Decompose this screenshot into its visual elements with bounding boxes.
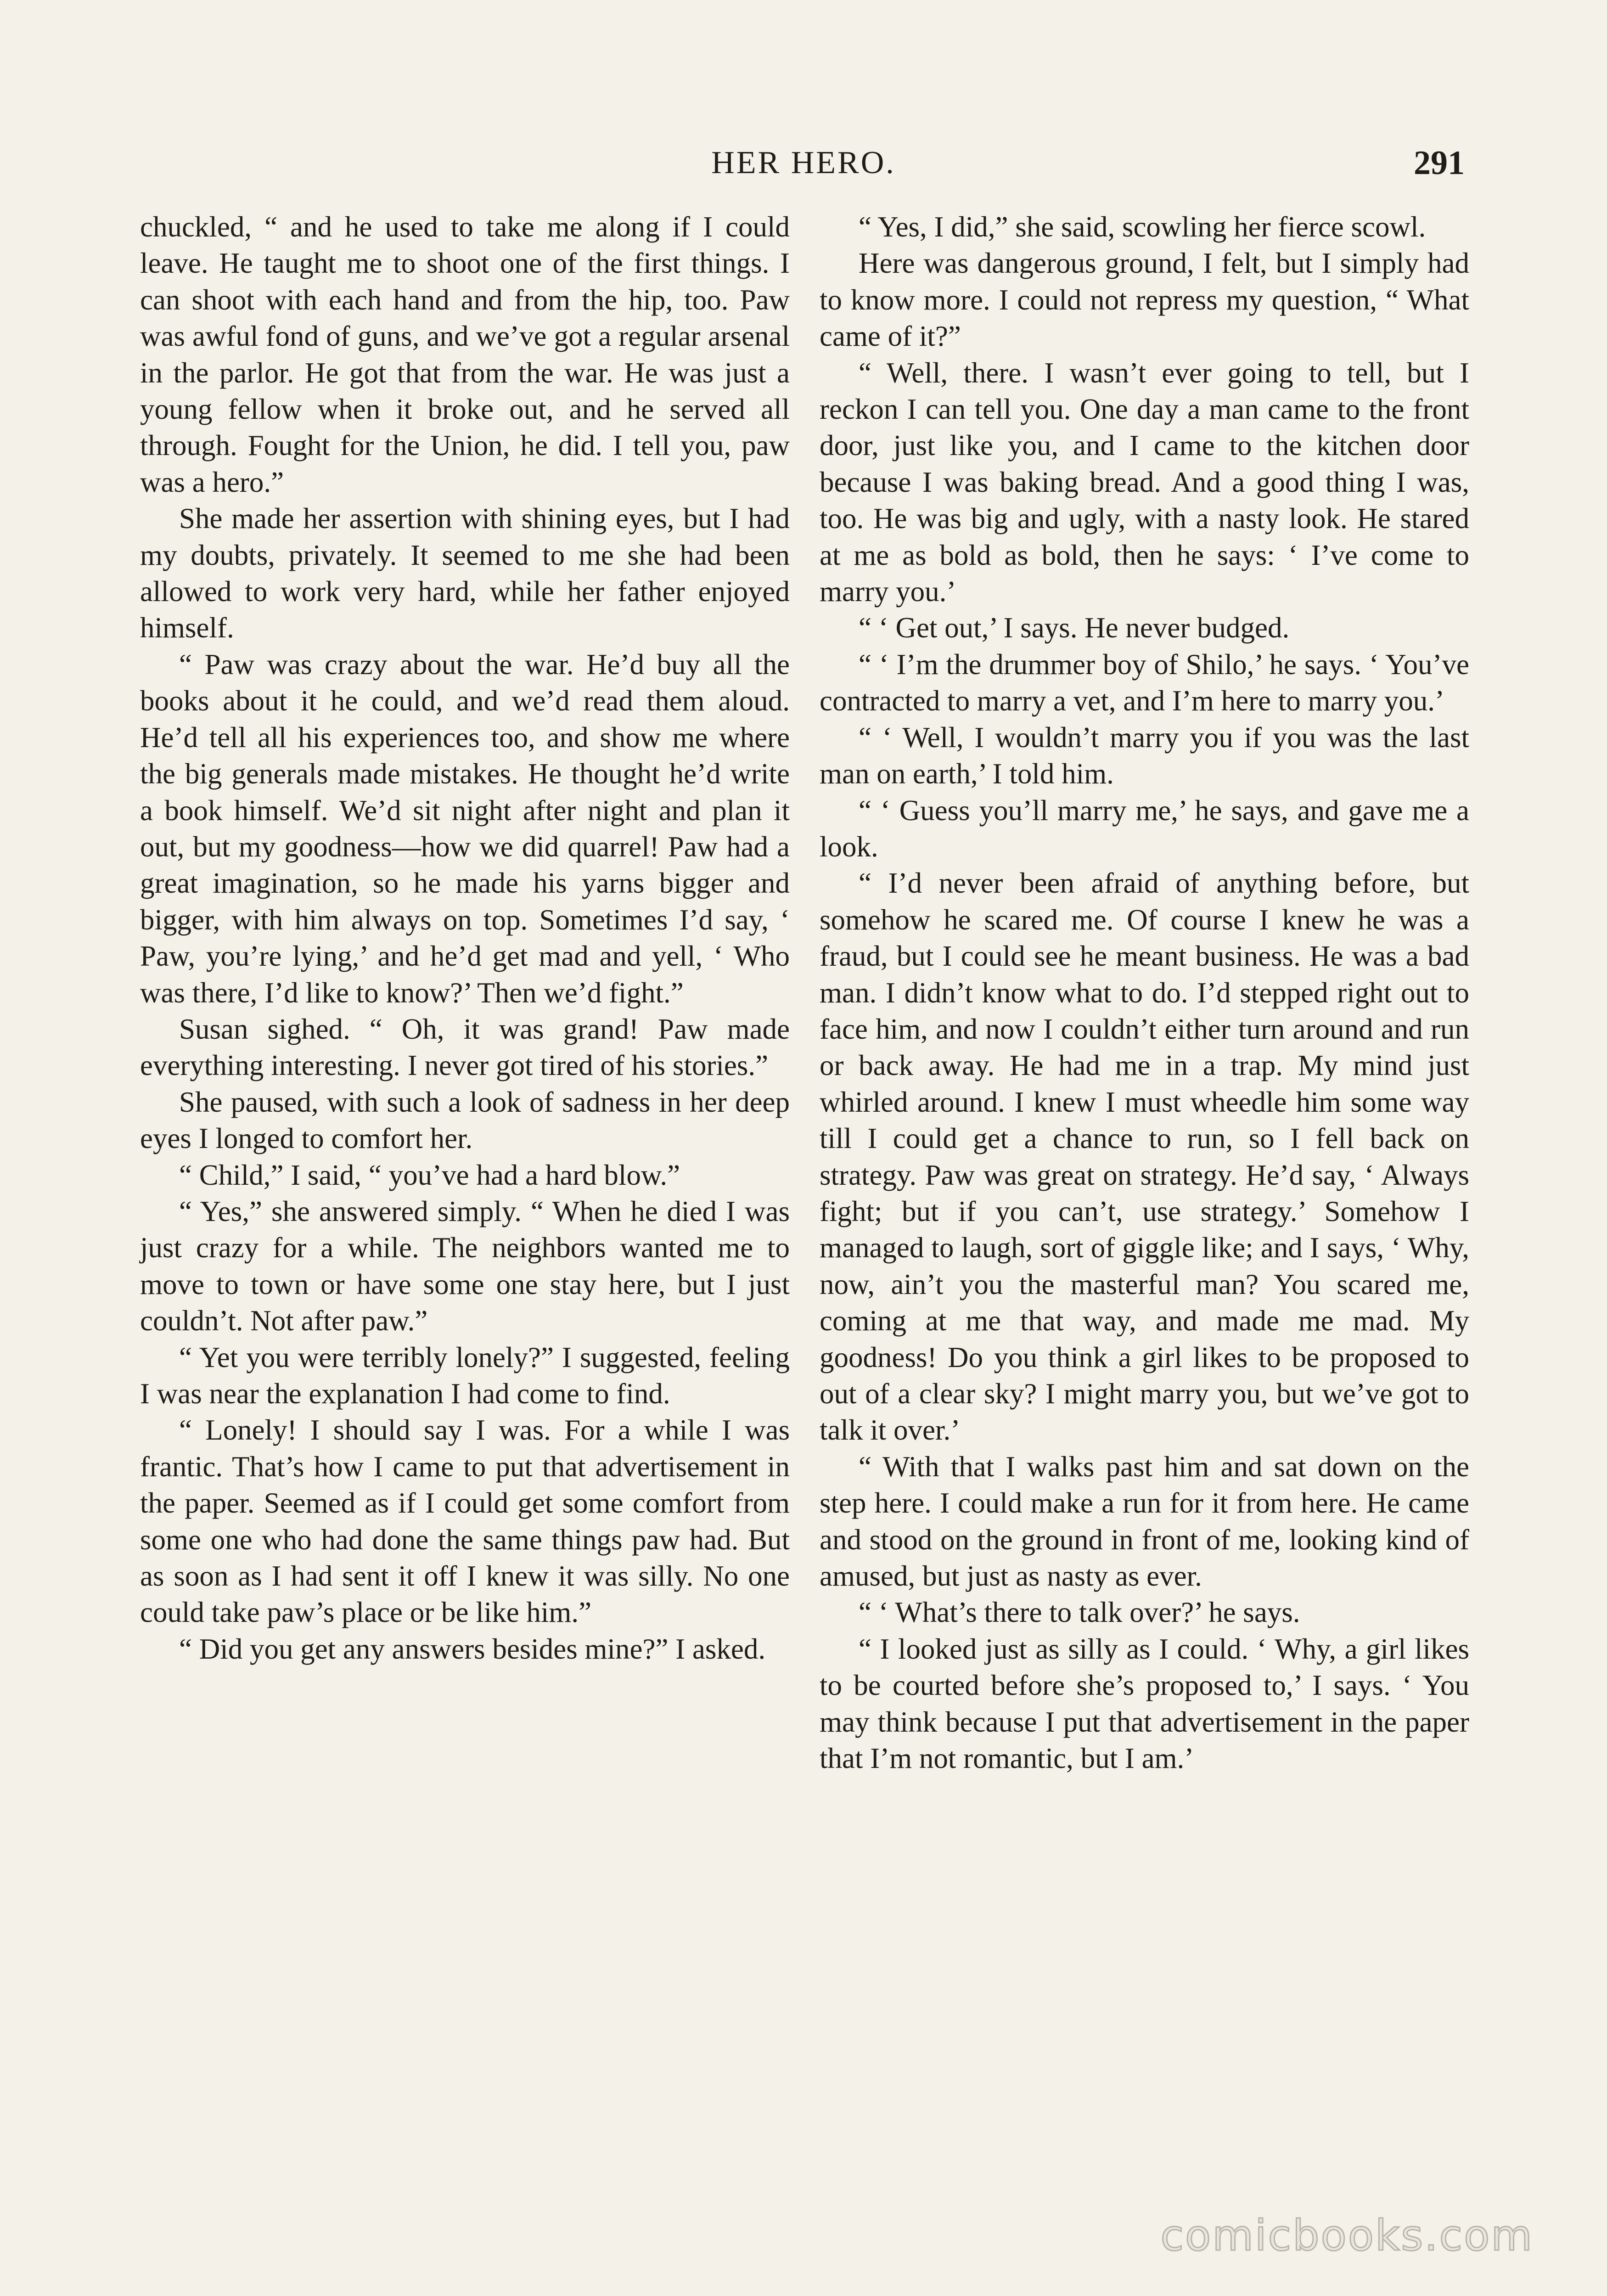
- right-column: [820, 209, 1469, 1777]
- left-column: [140, 209, 790, 1667]
- paragraph: “ ‘ Well, I wouldn’t marry you if you was the last man on earth,’ I told him.: [820, 721, 1469, 790]
- paragraph: chuckled, “ and he used to take me along if I could leave. He taught me to shoot one of the first things. I can shoot with each hand and from the hip, too. Paw was awful fond of guns, and we’ve got a regular arsenal in the parlor. He got that from the war. He was just a young fellow when it broke out, and he served all through. Fought for the Union, he did. I tell you, paw was a hero.”: [140, 211, 790, 498]
- paragraph: She made her assertion with shining eyes, but I had my doubts, privately. It seemed to me she had been allowed to work very hard, while her father enjoyed himself.: [140, 502, 790, 644]
- paragraph: “ Paw was crazy about the war. He’d buy all the books about it he could, and we’d read them aloud. He’d tell all his experiences too, and show me where the big generals made mistakes. He thought he’d write a book himself. We’d sit night after night and plan it out, but my goodness—how we did quarrel! Paw had a great imagination, so he made his yarns bigger and bigger, with him always on top. Sometimes I’d say, ‘ Paw, you’re lying,’ and he’d get mad and yell, ‘ Who was there, I’d like to know?’ Then we’d fight.”: [140, 648, 790, 1009]
- paragraph: “ Did you get any answers besides mine?” I asked.: [179, 1632, 766, 1665]
- paragraph: Susan sighed. “ Oh, it was grand! Paw made everything interesting. I never got tired of his stories.”: [140, 1013, 790, 1082]
- paragraph: “ ‘ Get out,’ I says. He never budged.: [859, 612, 1290, 644]
- paragraph: “ Yes, I did,” she said, scowling her fierce scowl.: [859, 211, 1426, 243]
- paragraph: “ Well, there. I wasn’t ever going to tell, but I reckon I can tell you. One day a man came to the front door, just like you, and I came to the kitchen door because I was baking bread. And a good thing I was, too. He was big and ugly, with a nasty look. He stared at me as bold as bold, then he says: ‘ I’ve come to marry you.’: [820, 356, 1469, 608]
- paragraph: “ Child,” I said, “ you’ve had a hard blow.”: [179, 1159, 680, 1191]
- paragraph: “ I’d never been afraid of anything before, but somehow he scared me. Of course I knew he was a fraud, but I could see he meant business. He was a bad man. I didn’t know what to do. I’d stepped right out to face him, and now I couldn’t either turn around and run or back away. He had me in a trap. My mind just whirled around. I knew I must wheedle him some way till I could get a chance to run, so I fell back on strategy. Paw was great on strategy. He’d say, ‘ Always fight; but if you can’t, use strategy.’ Somehow I managed to laugh, sort of giggle like; and I says, ‘ Why, now, ain’t you the masterful man? You scared me, coming at me that way, and made me mad. My goodness! Do you think a girl likes to be proposed to out of a clear sky? I might marry you, but we’ve got to talk it over.’: [820, 867, 1469, 1446]
- page-header: [138, 138, 1469, 188]
- paragraph: “ Lonely! I should say I was. For a while I was frantic. That’s how I came to put that advertisement in the paper. Seemed as if I could get some comfort from some one who had done the same things paw had. But as soon as I had sent it off I knew it was silly. No one could take paw’s place or be like him.”: [140, 1414, 790, 1629]
- page-number: 291: [1414, 144, 1465, 182]
- site-watermark: comicbooks.com: [1160, 2211, 1534, 2260]
- paragraph: “ ‘ Guess you’ll marry me,’ he says, and gave me a look.: [820, 794, 1469, 863]
- paragraph: “ Yet you were terribly lonely?” I suggested, feeling I was near the explanation I had come to find.: [140, 1341, 790, 1410]
- paragraph: “ ‘ I’m the drummer boy of Shilo,’ he says. ‘ You’ve contracted to marry a vet, and I’m here to marry you.’: [820, 648, 1469, 717]
- paragraph: “ ‘ What’s there to talk over?’ he says.: [859, 1596, 1300, 1629]
- paragraph: “ I looked just as silly as I could. ‘ Why, a girl likes to be courted before she’s proposed to,’ I says. ‘ You may think because I put that advertisement in the paper that I’m not romantic, but I am.’: [820, 1632, 1469, 1775]
- paragraph: She paused, with such a look of sadness in her deep eyes I longed to comfort her.: [140, 1086, 790, 1155]
- paragraph: “ With that I walks past him and sat down on the step here. I could make a run for it from here. He came and stood on the ground in front of me, looking kind of amused, but just as nasty as ever.: [820, 1450, 1469, 1593]
- running-title: HER HERO.: [711, 145, 896, 180]
- paragraph: “ Yes,” she answered simply. “ When he died I was just crazy for a while. The neighbors wanted me to move to town or have some one stay here, but I just couldn’t. Not after paw.”: [140, 1195, 790, 1337]
- paragraph: Here was dangerous ground, I felt, but I simply had to know more. I could not repress my question, “ What came of it?”: [820, 247, 1469, 353]
